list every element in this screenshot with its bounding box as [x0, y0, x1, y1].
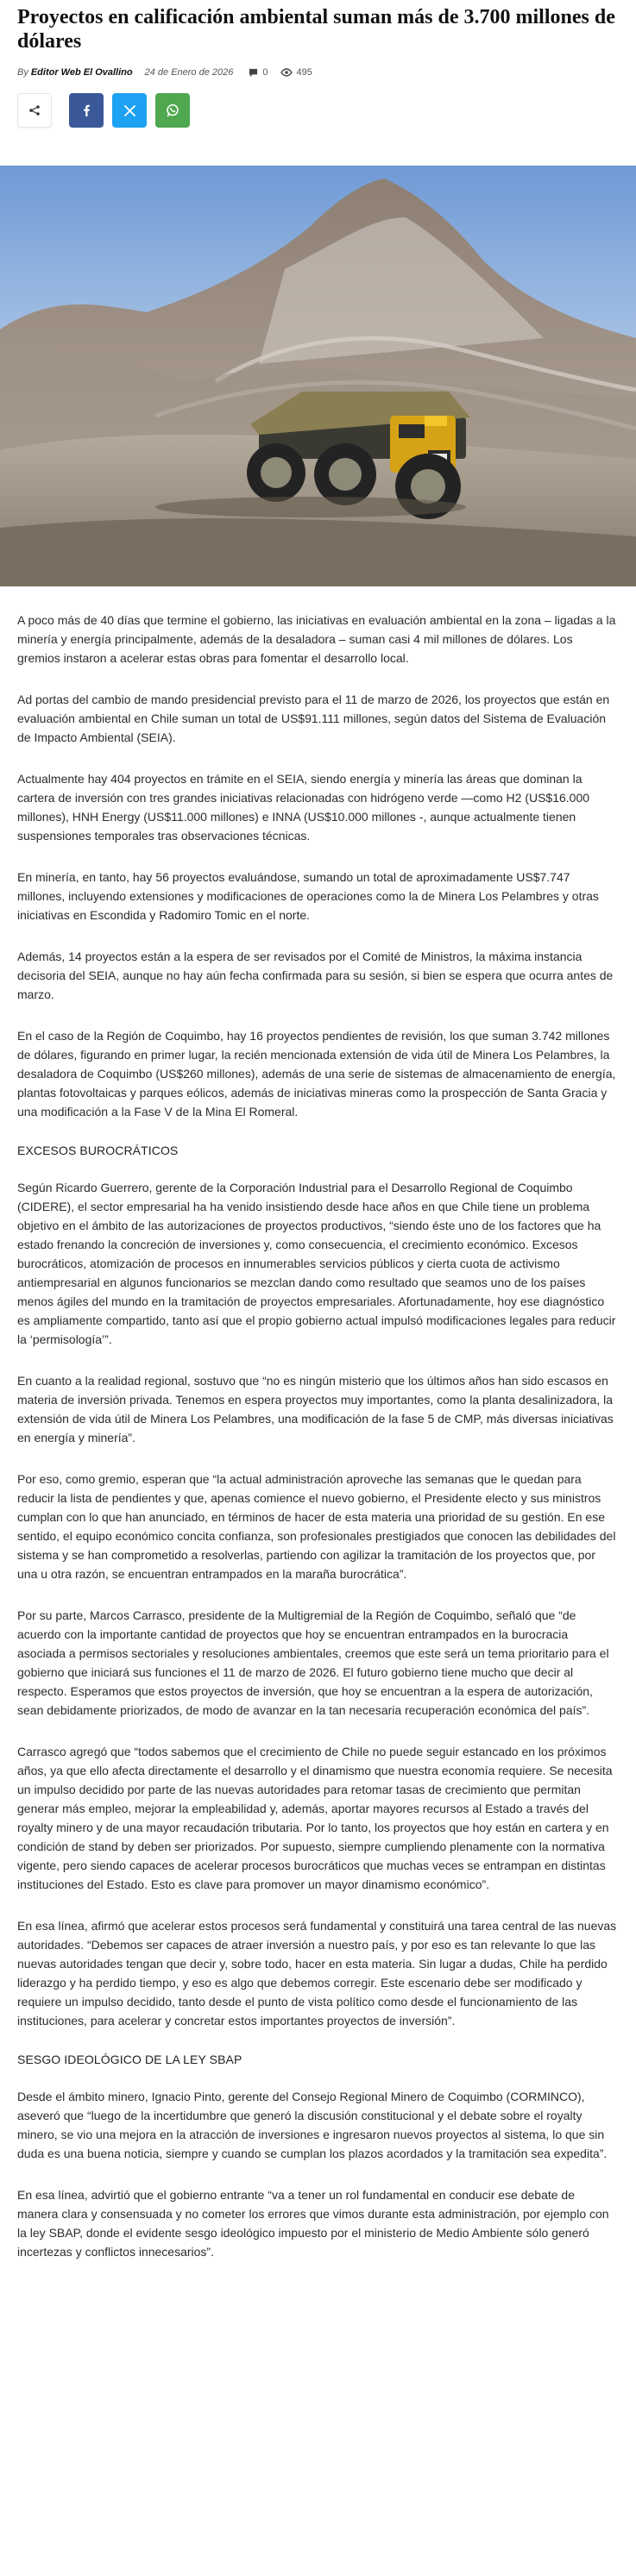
- paragraph: Ad portas del cambio de mando presidencial previsto para el 11 de marzo de 2026, los proyectos que están en evaluación ambiental en Chile suman un total de US$91.111 millones, según datos del Sistema de Evaluación de Impacto Ambiental (SEIA).: [17, 693, 610, 744]
- hero-image: [0, 166, 636, 586]
- paragraph: En esa línea, advirtió que el gobierno entrante “va a tener un rol fundamental en conducir ese debate de manera clara y consensuada y no cometer los errores que vimos durante esta administración, por ejemplo con la ley SBAP, donde el evidente sesgo ideológico impuesto por el ministerio de Medio Ambiente sólo generó incertezas y conflictos innecesarios”.: [17, 2188, 609, 2259]
- article-title: Proyectos en calificación ambiental suman más de 3.700 millones de dólares: [17, 6, 615, 53]
- paragraph: Actualmente hay 404 proyectos en trámite en el SEIA, siendo energía y minería las áreas que dominan la cartera de inversión con tres grandes iniciativas relacionadas con hidrógeno verde —como H2 (US$16.000 millones), HNH Energy (US$11.000 millones) e INNA (US$10.000 millones -, aunque actualmente tienen suspensiones temporales tras observaciones técnicas.: [17, 772, 590, 843]
- x-twitter-icon: [124, 105, 135, 116]
- eye-icon: [280, 68, 293, 77]
- facebook-share-button[interactable]: [69, 93, 104, 128]
- paragraph: Por eso, como gremio, esperan que “la actual administración aproveche las semanas que le quedan para reducir la lista de pendientes y que, apenas comience el nuevo gobierno, el Presidente electo y sus ministros cumplan con lo que han anunciado, en términos de hacer de esta materia una prioridad de su gestión. En ese sentido, el equipo económico concita confianza, son profesionales prestigiados que conocen las debilidades del sistema y se han comprometido a resolverlas, partiendo con agilizar la tramitación de los proyectos que, por una u otra razón, se encuentran entrampados en la maraña burocrática”.: [17, 1472, 616, 1581]
- author-link[interactable]: Editor Web El Ovallino: [30, 67, 133, 78]
- paragraph: Carrasco agregó que “todos sabemos que el crecimiento de Chile no puede seguir estancado en los próximos años, ya que ello afecta directamente el desarrollo y el dinamismo que nuestra economía requiere. Se necesita un impulso decidido por parte de las nuevas autoridades para retomar tasas de crecimiento que permitan generar más empleo, mejorar la empleabilidad y, además, aportar mayores recursos al Estado a través del royalty minero y de una mayor recaudación tributaria. Por lo tanto, los proyectos que hoy están en cartera y en condición de stand by deben ser priorizados. Por supuesto, siempre cumpliendo plenamente con la normativa vigente, pero siendo capaces de acelerar procesos burocráticos que muchas veces se entrampan en distintas instituciones del Estado. Esto es clave para promover un mayor dinamismo económico”.: [17, 1745, 613, 1891]
- share-icon: [28, 104, 41, 116]
- share-button[interactable]: [17, 93, 52, 128]
- comments-count-value: 0: [262, 67, 268, 78]
- whatsapp-icon: [166, 103, 179, 117]
- byline-prefix: By: [17, 67, 28, 78]
- paragraph: En el caso de la Región de Coquimbo, hay 16 proyectos pendientes de revisión, los que suman 3.742 millones de dólares, figurando en primer lugar, la recién mencionada extensión de vida útil de Minera Los Pelambres, la desaladora de Coquimbo (US$260 millones), además de una serie de sistemas de almacenamiento de energía, plantas fotovoltaicas y parques eólicos, además de iniciativas mineras como la prospección de Santa Gracia y una modificación a la Fase V de la Mina El Romeral.: [17, 1029, 616, 1119]
- comment-icon: [249, 68, 258, 78]
- paragraph: En minería, en tanto, hay 56 proyectos evaluándose, sumando un total de aproximadamente US$7.747 millones, incluyendo extensiones y modificaciones de operaciones como la de Minera Los Pelambres y otras iniciativas en Escondida y Radomiro Tomic en el norte.: [17, 870, 599, 922]
- share-bar: [17, 93, 619, 128]
- article-header: [0, 0, 636, 128]
- whatsapp-share-button[interactable]: [155, 93, 190, 128]
- views-count: [280, 67, 312, 78]
- comments-count[interactable]: [249, 67, 268, 78]
- publish-date: 24 de Enero de 2026: [144, 67, 234, 78]
- section-heading-excesos: EXCESOS BUROCRÁTICOS: [17, 1144, 179, 1157]
- article-body: [0, 611, 636, 2261]
- views-count-value: 495: [296, 67, 312, 78]
- paragraph: Desde el ámbito minero, Ignacio Pinto, gerente del Consejo Regional Minero de Coquimbo (CORMINCO), aseveró que “luego de la incertidumbre que generó la discusión constitucional y el debate sobre el royalty minero, se vio una mejora en la atracción de inversiones e ingresaron nuevos proyectos al sistema, lo que sin duda es una buena noticia, siempre y cuando se cumplan los plazos acordados y la tramitación sea expedita”.: [17, 2090, 608, 2160]
- paragraph: A poco más de 40 días que termine el gobierno, las iniciativas en evaluación ambiental en la zona – ligadas a la minería y energía principalmente, además de la desaladora – suman casi 4 mil millones de dólares. Los gremios instaron a acelerar estas obras para fomentar el desarrollo local.: [17, 613, 616, 665]
- paragraph: Además, 14 proyectos están a la espera de ser revisados por el Comité de Ministros, la máxima instancia decisoria del SEIA, aunque no hay aún fecha confirmada para su sesión, si bien se espera que ocurra antes de marzo.: [17, 950, 614, 1001]
- paragraph: En esa línea, afirmó que acelerar estos procesos será fundamental y constituirá una tarea central de las nuevas autoridades. “Debemos ser capaces de atraer inversión a nuestro país, y por eso es tan relevante lo que las nuevas autoridades tengan que decir y, sobre todo, hacer en esta materia. Sin lugar a dudas, Chile ha perdido liderazgo y ha perdido tiempo, y eso es algo que debemos corregir. Este escenario debe ser modificado y requiere un impulso decidido, tanto desde el punto de vista político como desde el funcionamiento de las instituciones, para acelerar y concretar estos importantes proyectos de inversión”.: [17, 1919, 617, 2028]
- paragraph: Por su parte, Marcos Carrasco, presidente de la Multigremial de la Región de Coquimbo, señaló que “de acuerdo con la importante cantidad de proyectos que hoy se encuentran entrampados en la burocracia asociada a permisos sectoriales y resoluciones ambientales, creemos que este será un tema prioritario para el gobierno que iniciará sus funciones el 11 de marzo de 2026. El futuro gobierno tiene mucho que decir al respecto. Esperamos que estos proyectos de inversión, que hoy se encuentran a la espera de autorización, sean debidamente priorizados, de modo de avanzar en la tan necesaria recuperación económica del país”.: [17, 1608, 609, 1717]
- facebook-icon: [81, 104, 91, 116]
- paragraph: En cuanto a la realidad regional, sostuvo que “no es ningún misterio que los últimos años han sido escasos en materia de inversión privada. Tenemos en espera proyectos muy importantes, como la planta desalinizadora, la extensión de vida útil de Minera Los Pelambres, una modificación de la fase 5 de CMP, más diversas iniciativas en energía y minería”.: [17, 1374, 614, 1445]
- x-share-button[interactable]: [112, 93, 147, 128]
- article-meta: [17, 66, 619, 79]
- section-heading-sbap: SESGO IDEOLÓGICO DE LA LEY SBAP: [17, 2053, 242, 2066]
- paragraph: Según Ricardo Guerrero, gerente de la Corporación Industrial para el Desarrollo Regional de Coquimbo (CIDERE), el sector empresarial ha ha venido insistiendo desde hace años en que Chile tiene un problema objetivo en el ámbito de las autorizaciones de proyectos productivos, “siendo éste uno de los factores que ha estado frenando la concreción de inversiones y, como consecuencia, el crecimiento económico. Excesos burocráticos, atomización de procesos en innumerables servicios públicos y cierta cuota de activismo antiempresarial en algunos funcionarios se mezclan dando como resultado que seamos uno de los países menos ágiles del mundo en la tramitación de proyectos empresariales. Afortunadamente, hoy ese diagnóstico es ampliamente compartido, tanto así que el propio gobierno actual impulsó modificaciones legales para reducir la ‘permisología’”.: [17, 1181, 616, 1346]
